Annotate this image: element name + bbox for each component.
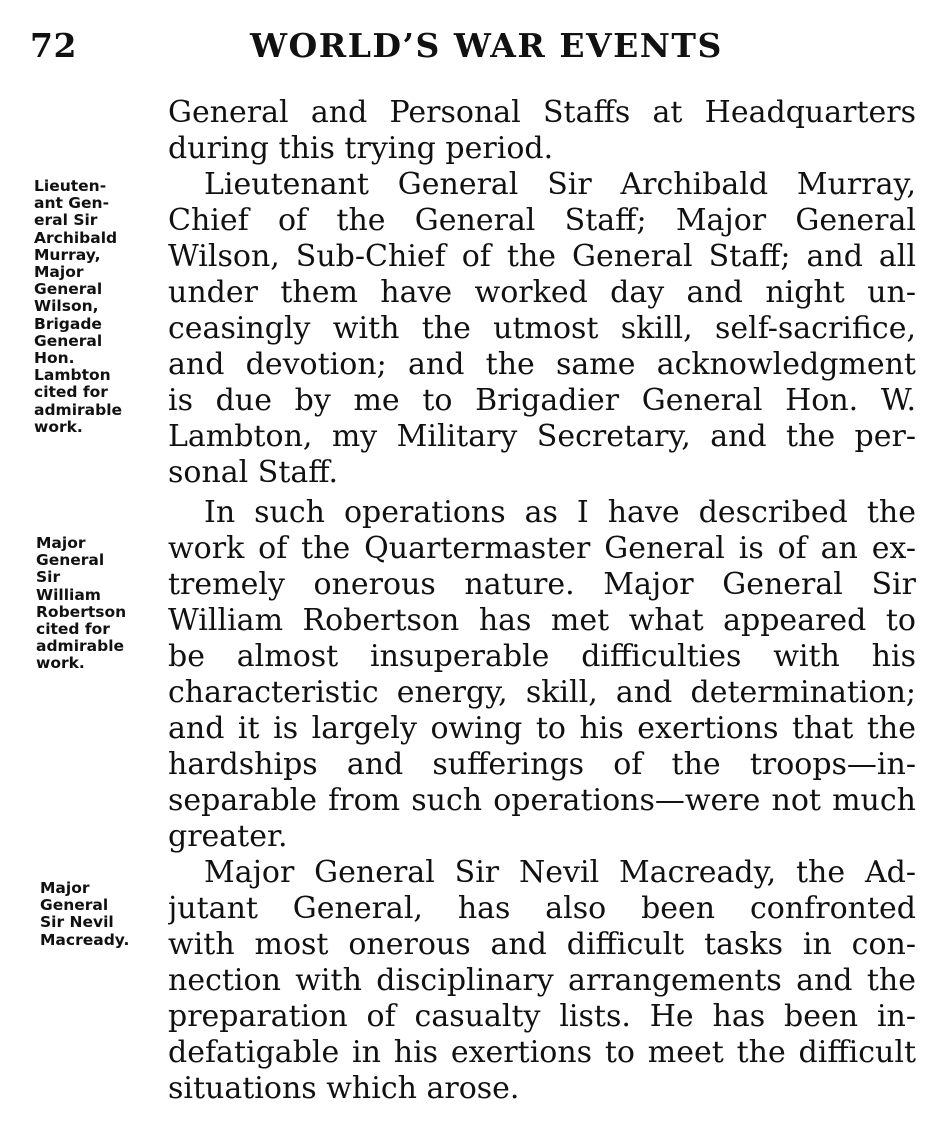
margin-note-line: General (34, 280, 103, 299)
body-line: and it is largely owing to his exertions that the (168, 711, 916, 746)
margin-note-line: General (34, 331, 103, 350)
margin-note-line: Wilson, (34, 297, 99, 316)
margin-note-line: Major (34, 263, 84, 282)
margin-note-line: General (40, 896, 109, 915)
margin-note-line: Lieuten- (34, 177, 107, 195)
body-line: tremely onerous nature. Major General Sir (168, 567, 916, 602)
margin-note-line: Murray, (34, 245, 101, 264)
paragraph-start-line: Lieutenant General Sir Archibald Murray, (204, 167, 916, 202)
paragraph-start-line: Major General Sir Nevil Macready, the Ad- (204, 855, 916, 890)
body-line: Lambton, my Military Secretary, and the per- (168, 419, 916, 454)
body-line: Wilson, Sub-Chief of the General Staff; and all (168, 239, 916, 274)
body-line: greater. (168, 819, 288, 854)
margin-note-line: William (36, 585, 101, 604)
body-line: nection with disciplinary arrangements and the (168, 963, 916, 998)
margin-note-line: Macready. (40, 930, 130, 949)
body-line: separable from such operations—were not much (168, 783, 916, 818)
margin-note-line: work. (36, 654, 85, 673)
margin-note-line: Archibald (34, 228, 118, 247)
body-line: situations which arose. (168, 1071, 520, 1106)
margin-note-line: Brigade (34, 314, 102, 333)
body-line: work of the Quartermaster General is of an ex- (168, 531, 916, 566)
body-line: with most onerous and difficult tasks in con- (168, 927, 916, 962)
body-line: General and Personal Staffs at Headquarters (168, 95, 916, 130)
body-line: during this trying period. (168, 131, 554, 166)
body-line: sonal Staff. (168, 455, 339, 490)
margin-note-line: Hon. (34, 349, 75, 368)
body-line: be almost insuperable difficulties with his (168, 639, 916, 674)
margin-note-murray (34, 178, 122, 436)
body-line: jutant General, has also been confronted (168, 891, 916, 926)
body-line: defatigable in his exertions to meet the difficult (168, 1035, 916, 1070)
margin-note-line: Major (40, 879, 90, 897)
page-number: 72 (30, 26, 77, 65)
body-line: Chief of the General Staff; Major General (168, 203, 916, 238)
running-title: WORLD’S WAR EVENTS (250, 26, 723, 65)
paragraph-start-line: In such operations as I have described the (204, 495, 916, 530)
margin-note-line: Lambton (34, 366, 111, 385)
margin-note-line: General (36, 551, 105, 570)
page-header (0, 26, 950, 70)
margin-note-macready (40, 880, 129, 949)
margin-note-robertson (36, 535, 126, 673)
margin-note-line: work. (34, 417, 83, 436)
margin-note-line: eral Sir (34, 211, 98, 230)
margin-note-line: Robertson (36, 602, 127, 621)
body-line: under them have worked day and night un- (168, 275, 916, 310)
body-line: is due by me to Brigadier General Hon. W. (168, 383, 916, 418)
body-line: preparation of casualty lists. He has been in- (168, 999, 916, 1034)
margin-note-line: cited for (34, 383, 108, 402)
margin-note-line: ant Gen- (34, 194, 110, 213)
margin-note-line: Sir (36, 568, 61, 587)
body-line: characteristic energy, skill, and determination; (168, 675, 916, 710)
margin-note-line: admirable (36, 637, 125, 656)
margin-note-line: Sir Nevil (40, 913, 114, 932)
margin-note-line: cited for (36, 620, 110, 639)
body-line: ceasingly with the utmost skill, self-sacrifice, (168, 311, 916, 346)
body-line: hardships and sufferings of the troops—in- (168, 747, 916, 782)
margin-note-line: admirable (34, 400, 123, 419)
margin-note-line: Major (36, 534, 86, 552)
body-line: William Robertson has met what appeared to (168, 603, 916, 638)
body-line: and devotion; and the same acknowledgment (168, 347, 916, 382)
